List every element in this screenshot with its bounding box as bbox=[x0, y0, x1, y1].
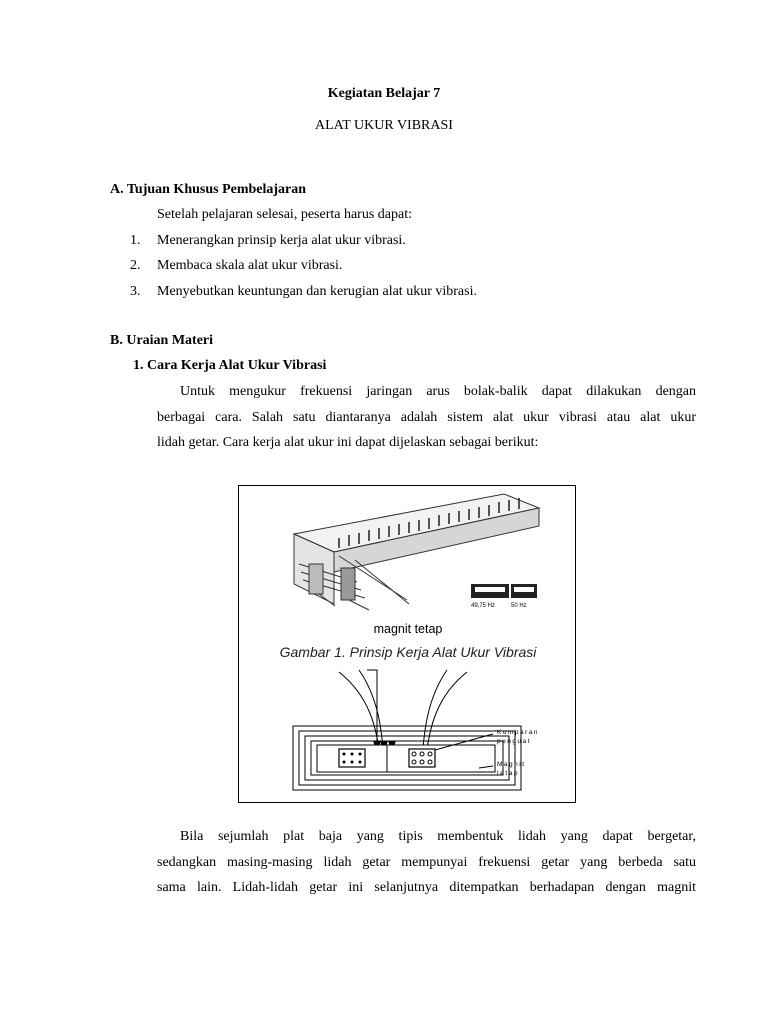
dial-label-left: 49,75 Hz bbox=[471, 603, 496, 609]
magnet-label-line1: Magnit bbox=[497, 761, 526, 768]
page-title: ALAT UKUR VIBRASI bbox=[315, 118, 453, 133]
section-a-intro: Setelah pelajaran selesai, peserta harus dapat: bbox=[157, 207, 412, 222]
list-item-number: 1. bbox=[130, 233, 141, 248]
dial-label-right: 50 Hz bbox=[511, 603, 527, 609]
paragraph-line: Untuk mengukur frekuensi jaringan arus bolak-balik dapat dilakukan dengan bbox=[180, 384, 696, 399]
coil-label-line2: penguat bbox=[497, 738, 531, 745]
figure-caption: Gambar 1. Prinsip Kerja Alat Ukur Vibrasi bbox=[279, 644, 537, 660]
list-item-number: 2. bbox=[130, 258, 141, 273]
section-b-heading: B. Uraian Materi bbox=[110, 333, 214, 348]
paragraph-line: Bila sejumlah plat baja yang tipis membentuk lidah yang dapat bergetar, bbox=[180, 829, 696, 844]
section-b-subheading: 1. Cara Kerja Alat Ukur Vibrasi bbox=[133, 358, 327, 373]
paragraph-line: berbagai cara. Salah satu diantaranya adalah sistem alat ukur vibrasi atau alat ukur bbox=[157, 409, 696, 425]
paragraph-2 bbox=[157, 824, 696, 901]
coil-label-line1: Kumparan bbox=[497, 729, 539, 736]
paragraph-line: sama lain. Lidah-lidah getar ini selanjutnya ditempatkan berhadapan dengan magnit bbox=[157, 880, 696, 895]
paragraph-line: lidah getar. Cara kerja alat ukur ini dapat dijelaskan sebagai berikut: bbox=[157, 435, 539, 450]
figure-magnet-label: magnit tetap bbox=[373, 622, 443, 636]
magnet-label-line2: tetap bbox=[497, 770, 519, 777]
activity-heading: Kegiatan Belajar 7 bbox=[327, 86, 441, 101]
paragraph-line: sedangkan masing-masing lidah getar mempunyai frekuensi getar yang berbeda satu bbox=[157, 854, 696, 870]
section-a-heading: A. Tujuan Khusus Pembelajaran bbox=[110, 182, 307, 197]
list-item: Menerangkan prinsip kerja alat ukur vibrasi. bbox=[157, 233, 406, 248]
list-item: Menyebutkan keuntungan dan kerugian alat ukur vibrasi. bbox=[157, 284, 477, 299]
figure-vibration-meter bbox=[238, 485, 576, 803]
paragraph-1 bbox=[157, 379, 696, 456]
list-item: Membaca skala alat ukur vibrasi. bbox=[157, 258, 343, 273]
list-item-number: 3. bbox=[130, 284, 141, 299]
